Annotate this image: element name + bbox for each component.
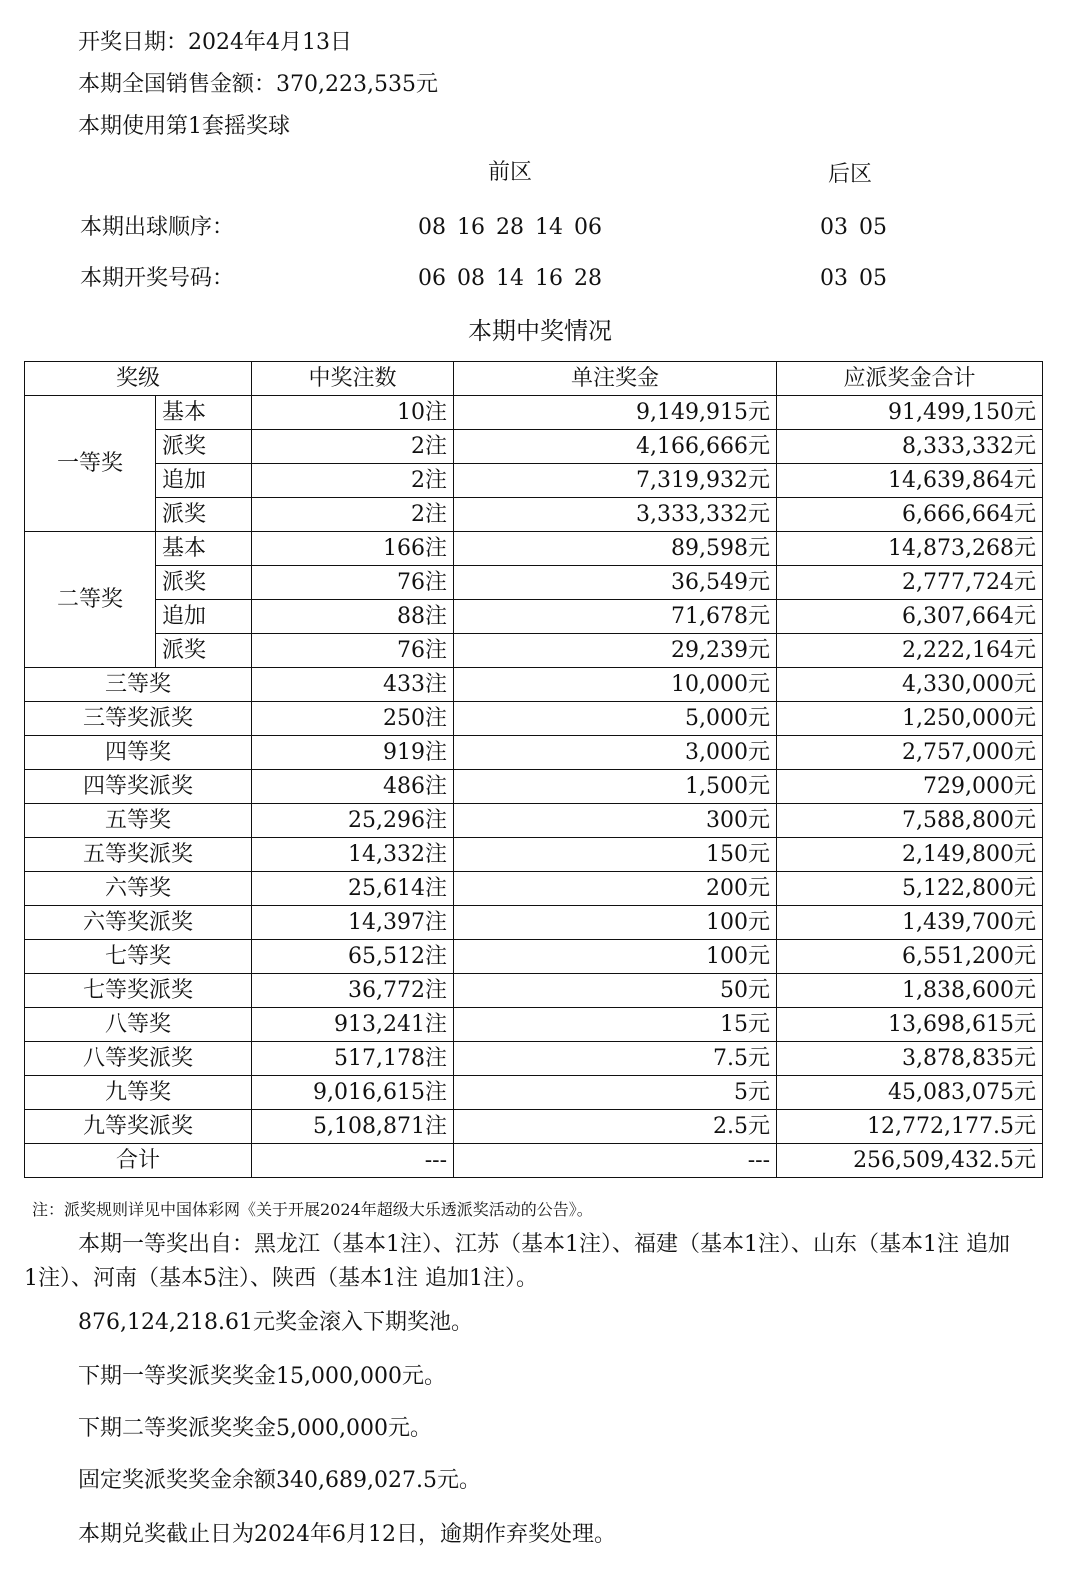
- table-row: [25, 634, 1043, 668]
- win-count: 2注: [252, 464, 454, 498]
- total-prize: 45,083,075元: [777, 1076, 1043, 1110]
- prize-level: 三等奖派奖: [25, 702, 252, 736]
- table-row: [25, 1008, 1043, 1042]
- next-second-prize-text: 下期二等奖派奖奖金5,000,000元。: [78, 1416, 432, 1441]
- front-zone-label: 前区: [488, 160, 533, 185]
- table-row: [25, 736, 1043, 770]
- sub-level: 派奖: [156, 566, 252, 600]
- table-row: [25, 430, 1043, 464]
- unit-prize: 89,598元: [454, 532, 777, 566]
- win-count: 2注: [252, 430, 454, 464]
- win-count: 9,016,615注: [252, 1076, 454, 1110]
- rollover-text: 876,124,218.61元奖金滚入下期奖池。: [78, 1310, 473, 1335]
- prize-table: [24, 361, 1043, 1178]
- total-prize: 1,439,700元: [777, 906, 1043, 940]
- win-count: 88注: [252, 600, 454, 634]
- unit-prize: 150元: [454, 838, 777, 872]
- total-prize: 14,639,864元: [777, 464, 1043, 498]
- total-prize: 6,551,200元: [777, 940, 1043, 974]
- draw-result-back: 03 05: [820, 266, 887, 291]
- unit-prize: 7.5元: [454, 1042, 777, 1076]
- unit-prize: 4,166,666元: [454, 430, 777, 464]
- table-row: [25, 872, 1043, 906]
- unit-prize: 3,333,332元: [454, 498, 777, 532]
- total-prize: 2,222,164元: [777, 634, 1043, 668]
- table-row: [25, 940, 1043, 974]
- table-row: [25, 532, 1043, 566]
- prize-level: 九等奖: [25, 1076, 252, 1110]
- unit-prize: ---: [454, 1144, 777, 1178]
- prize-level: 四等奖: [25, 736, 252, 770]
- win-count: 65,512注: [252, 940, 454, 974]
- win-count: 166注: [252, 532, 454, 566]
- total-prize: 12,772,177.5元: [777, 1110, 1043, 1144]
- table-row: [25, 804, 1043, 838]
- header-prize: 单注奖金: [454, 362, 777, 396]
- unit-prize: 29,239元: [454, 634, 777, 668]
- sub-level: 派奖: [156, 634, 252, 668]
- draw-order-label: 本期出球顺序：: [80, 215, 235, 240]
- total-prize: 91,499,150元: [777, 396, 1043, 430]
- prize-level: 五等奖派奖: [25, 838, 252, 872]
- prize-level: 九等奖派奖: [25, 1110, 252, 1144]
- prize-level: 三等奖: [25, 668, 252, 702]
- unit-prize: 15元: [454, 1008, 777, 1042]
- win-count: 919注: [252, 736, 454, 770]
- table-row: [25, 1042, 1043, 1076]
- win-count: 76注: [252, 566, 454, 600]
- next-first-prize-text: 下期一等奖派奖奖金15,000,000元。: [78, 1364, 446, 1389]
- unit-prize: 7,319,932元: [454, 464, 777, 498]
- header-level: 奖级: [25, 362, 252, 396]
- prize-level: 七等奖派奖: [25, 974, 252, 1008]
- unit-prize: 36,549元: [454, 566, 777, 600]
- prize-level: 四等奖派奖: [25, 770, 252, 804]
- table-row: [25, 906, 1043, 940]
- total-prize: 1,838,600元: [777, 974, 1043, 1008]
- back-zone-label: 后区: [828, 162, 873, 187]
- table-title: 本期中奖情况: [468, 317, 612, 345]
- draw-result-front: 06 08 14 16 28: [418, 266, 602, 291]
- win-count: ---: [252, 1144, 454, 1178]
- sub-level: 追加: [156, 600, 252, 634]
- deadline-text: 本期兑奖截止日为2024年6月12日，逾期作弃奖处理。: [78, 1522, 616, 1547]
- footnote: 注：派奖规则详见中国体彩网《关于开展2024年超级大乐透派奖活动的公告》。: [32, 1200, 593, 1219]
- sub-level: 派奖: [156, 430, 252, 464]
- table-row: [25, 600, 1043, 634]
- unit-prize: 300元: [454, 804, 777, 838]
- total-prize: 7,588,800元: [777, 804, 1043, 838]
- table-row: [25, 1144, 1043, 1178]
- win-count: 517,178注: [252, 1042, 454, 1076]
- table-row: [25, 702, 1043, 736]
- unit-prize: 2.5元: [454, 1110, 777, 1144]
- fixed-balance-text: 固定奖派奖奖金余额340,689,027.5元。: [78, 1468, 481, 1493]
- win-count: 25,614注: [252, 872, 454, 906]
- prize-level: 六等奖派奖: [25, 906, 252, 940]
- sub-level: 基本: [156, 396, 252, 430]
- prize-level: 五等奖: [25, 804, 252, 838]
- total-prize: 6,307,664元: [777, 600, 1043, 634]
- prize-level: 八等奖派奖: [25, 1042, 252, 1076]
- total-prize: 13,698,615元: [777, 1008, 1043, 1042]
- total-prize: 1,250,000元: [777, 702, 1043, 736]
- table-row: [25, 1110, 1043, 1144]
- table-row: [25, 974, 1043, 1008]
- unit-prize: 100元: [454, 906, 777, 940]
- total-prize: 5,122,800元: [777, 872, 1043, 906]
- win-count: 36,772注: [252, 974, 454, 1008]
- sub-level: 派奖: [156, 498, 252, 532]
- win-count: 14,397注: [252, 906, 454, 940]
- sales-amount: 本期全国销售金额：370,223,535元: [78, 72, 438, 97]
- prize-level: 六等奖: [25, 872, 252, 906]
- draw-result-label: 本期开奖号码：: [80, 266, 235, 291]
- prize-level: 合计: [25, 1144, 252, 1178]
- draw-date: 开奖日期：2024年4月13日: [78, 30, 352, 55]
- table-row: [25, 1076, 1043, 1110]
- sub-level: 基本: [156, 532, 252, 566]
- first-prize-label: 一等奖: [25, 396, 156, 532]
- total-prize: 2,777,724元: [777, 566, 1043, 600]
- win-count: 913,241注: [252, 1008, 454, 1042]
- unit-prize: 71,678元: [454, 600, 777, 634]
- win-count: 76注: [252, 634, 454, 668]
- win-count: 2注: [252, 498, 454, 532]
- win-count: 250注: [252, 702, 454, 736]
- header-count: 中奖注数: [252, 362, 454, 396]
- simple-prize-rows: [25, 668, 1043, 1178]
- win-count: 10注: [252, 396, 454, 430]
- unit-prize: 9,149,915元: [454, 396, 777, 430]
- table-row: [25, 566, 1043, 600]
- sub-level: 追加: [156, 464, 252, 498]
- table-row: [25, 668, 1043, 702]
- draw-order-back: 03 05: [820, 215, 887, 240]
- total-prize: 256,509,432.5元: [777, 1144, 1043, 1178]
- table-row: [25, 838, 1043, 872]
- table-row: [25, 498, 1043, 532]
- win-count: 25,296注: [252, 804, 454, 838]
- ball-set: 本期使用第1套摇奖球: [78, 114, 290, 139]
- total-prize: 14,873,268元: [777, 532, 1043, 566]
- unit-prize: 5,000元: [454, 702, 777, 736]
- total-prize: 2,757,000元: [777, 736, 1043, 770]
- table-row: [25, 770, 1043, 804]
- total-prize: 6,666,664元: [777, 498, 1043, 532]
- prize-level: 七等奖: [25, 940, 252, 974]
- table-row: [25, 464, 1043, 498]
- total-prize: 4,330,000元: [777, 668, 1043, 702]
- unit-prize: 100元: [454, 940, 777, 974]
- prize-level: 八等奖: [25, 1008, 252, 1042]
- unit-prize: 5元: [454, 1076, 777, 1110]
- table-header-row: [25, 362, 1043, 396]
- header-total: 应派奖金合计: [777, 362, 1043, 396]
- unit-prize: 3,000元: [454, 736, 777, 770]
- table-row: [25, 396, 1043, 430]
- win-count: 486注: [252, 770, 454, 804]
- draw-order-front: 08 16 28 14 06: [418, 215, 602, 240]
- second-prize-label: 二等奖: [25, 532, 156, 668]
- total-prize: 2,149,800元: [777, 838, 1043, 872]
- first-prize-origin: 本期一等奖出自：黑龙江（基本1注）、江苏（基本1注）、福建（基本1注）、山东（基本1注 追加1注）、河南（基本5注）、陕西（基本1注 追加1注）。: [24, 1232, 1010, 1291]
- unit-prize: 1,500元: [454, 770, 777, 804]
- unit-prize: 10,000元: [454, 668, 777, 702]
- total-prize: 3,878,835元: [777, 1042, 1043, 1076]
- unit-prize: 200元: [454, 872, 777, 906]
- total-prize: 8,333,332元: [777, 430, 1043, 464]
- win-count: 14,332注: [252, 838, 454, 872]
- win-count: 5,108,871注: [252, 1110, 454, 1144]
- unit-prize: 50元: [454, 974, 777, 1008]
- win-count: 433注: [252, 668, 454, 702]
- total-prize: 729,000元: [777, 770, 1043, 804]
